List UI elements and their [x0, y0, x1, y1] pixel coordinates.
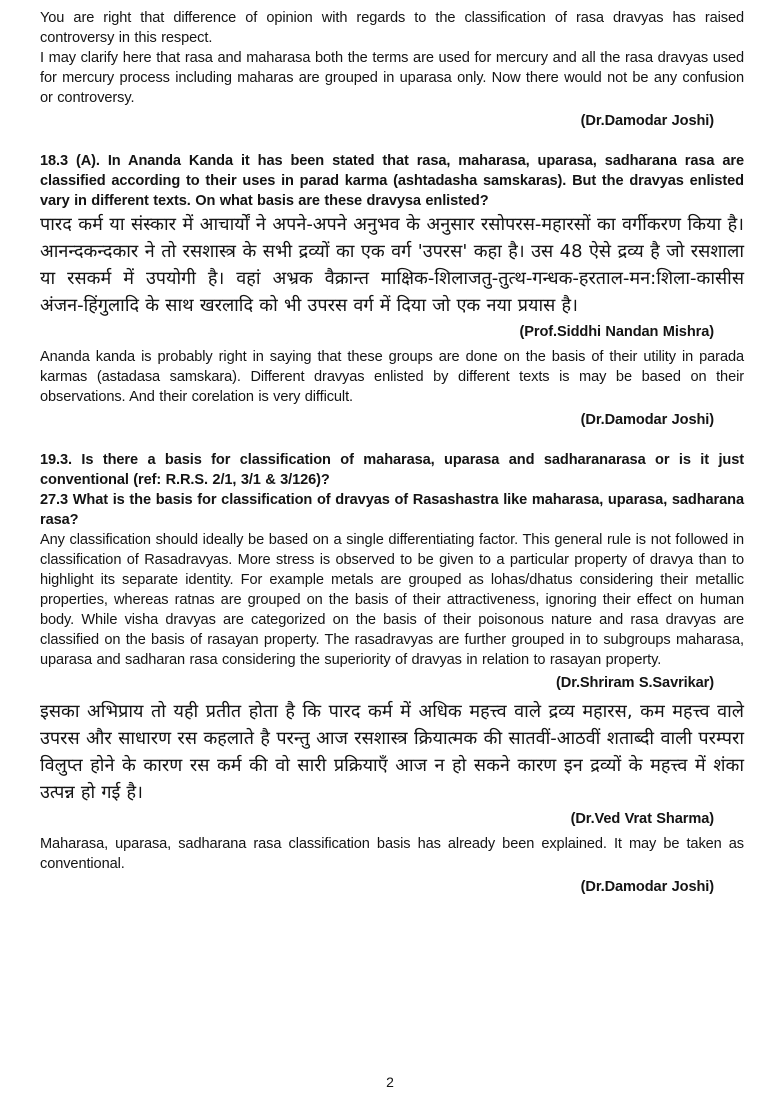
paragraph: Ananda kanda is probably right in saying that these groups are done on the basis of their utility in parada karmas (astadasa samskara). Different dravyas enlisted by different texts is may be based on their observations. And their corelation is very difficult.	[40, 349, 744, 405]
question-heading: 27.3 What is the basis for classification of dravyas of Rasashastra like maharasa, uparasa, sadharana rasa?	[40, 492, 744, 528]
author-attribution: (Prof.Siddhi Nandan Mishra)	[519, 324, 714, 340]
paragraph: I may clarify here that rasa and maharasa both the terms are used for mercury and all the rasa dravyas used for mercury process including maharas are grouped in uparasa only. Now there would not be any confusion or controversy.	[40, 50, 744, 106]
paragraph: Any classification should ideally be based on a single differentiating factor. This general rule is not followed in classification of Rasadravyas. More stress is observed to be given to a particular property of dravya than to highlight its separate identity. For example metals are grouped as lohas/dhatus considering their metallic properties, whereas ratnas are grouped on the basis of their attractiveness, ignoring their effect on human body. While visha dravyas are categorized on the basis of their poisonous nature and rasa dravyas are classified on the basis of rasayan property. The rasadravyas are further grouped in to subgroups maharasa, uparasa and sadharan rasa considering the superiority of dravyas in relation to rasayan property.	[40, 532, 744, 668]
paragraph: You are right that difference of opinion with regards to the classification of rasa dravyas has raised controversy in this respect.	[40, 10, 744, 46]
author-attribution: (Dr.Damodar Joshi)	[580, 879, 714, 895]
author-attribution: (Dr.Ved Vrat Sharma)	[570, 811, 714, 827]
paragraph: Maharasa, uparasa, sadharana rasa classification basis has already been explained. It may be taken as conventional.	[40, 836, 744, 872]
author-attribution: (Dr.Damodar Joshi)	[580, 113, 714, 129]
question-heading: 19.3. Is there a basis for classification of maharasa, uparasa and sadharanarasa or is it just conventional (ref: R.R.S. 2/1, 3/1 & 3/126)?	[40, 452, 744, 488]
document-body	[40, 8, 744, 897]
hindi-paragraph: पारद कर्म या संस्कार में आचार्यों ने अपने-अपने अनुभव के अनुसार रसोपरस-महारसों का वर्गीकरण किया है। आनन्दकन्दकार ने तो रसशास्त्र के सभी द्रव्यों का एक वर्ग 'उपरस' कहा है। उस 48 ऐसे द्रव्य है जो रसशाला या रसकर्म में उपयोगी है। वहां अभ्रक वैक्रान्त माक्षिक-शिलाजतु-तुत्थ-गन्धक-हरताल-मन:शिला-कासीस अंजन-हिंगुलादि के साथ खरलादि को भी उपरस वर्ग में दिया जो एक नया प्रयास है।	[40, 214, 745, 316]
hindi-paragraph: इसका अभिप्राय तो यही प्रतीत होता है कि पारद कर्म में अधिक महत्त्व वाले द्रव्य महारस, कम महत्त्व वाले उपरस और साधारण रस कहलाते है परन्तु आज रसशास्त्र क्रियात्मक की सातवीं-आठवीं शताब्दी वाली परम्परा विलुप्त होने के कारण रस कर्म की वो सारी प्रक्रियाएँ आज न हो सकने कारण इन द्रव्यों के महत्त्व में शंका उत्पन्न हो गई है।	[40, 701, 744, 803]
author-attribution: (Dr.Shriram S.Savrikar)	[556, 675, 714, 691]
question-heading: 18.3 (A). In Ananda Kanda it has been stated that rasa, maharasa, uparasa, sadharana rasa are classified according to their uses in parad karma (ashtadasha samskaras). But the dravyas enlisted vary in different texts. On what basis are these dravysa enlisted?	[40, 153, 744, 209]
page-number: 2	[386, 1074, 394, 1090]
author-attribution: (Dr.Damodar Joshi)	[580, 412, 714, 428]
